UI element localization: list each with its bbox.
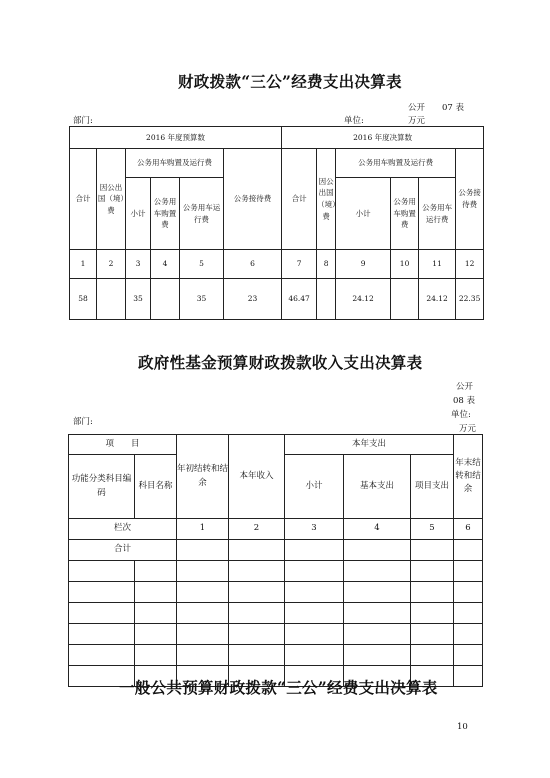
value-cell bbox=[317, 279, 336, 320]
table2-dept-label: 部门: bbox=[73, 417, 93, 427]
empty-cell bbox=[229, 645, 285, 666]
total-label: 合计 bbox=[69, 540, 177, 561]
empty-cell bbox=[411, 582, 454, 603]
col-num: 3 bbox=[285, 519, 344, 540]
value-cell: 35 bbox=[180, 279, 224, 320]
empty-cell bbox=[454, 603, 483, 624]
col-num: 5 bbox=[180, 250, 224, 279]
final-car-buy-header: 公务用车购置费 bbox=[391, 178, 419, 250]
budget-abroad-header: 因公出国（境）费 bbox=[97, 149, 126, 250]
budget-car-group-header: 公务用车购置及运行费 bbox=[126, 149, 224, 178]
value-cell: 23 bbox=[224, 279, 282, 320]
empty-cell bbox=[177, 561, 229, 582]
col-num: 8 bbox=[317, 250, 336, 279]
row-index-label: 栏次 bbox=[69, 519, 177, 540]
col-num: 12 bbox=[456, 250, 484, 279]
value-cell: 58 bbox=[70, 279, 97, 320]
budget-header: 2016 年度预算数 bbox=[70, 127, 282, 149]
final-car-group-header: 公务用车购置及运行费 bbox=[336, 149, 456, 178]
empty-cell bbox=[454, 561, 483, 582]
empty-cell bbox=[135, 645, 177, 666]
col-num: 5 bbox=[411, 519, 454, 540]
empty-cell bbox=[69, 603, 135, 624]
budget-reception-header: 公务接待费 bbox=[224, 149, 282, 250]
empty-cell bbox=[285, 561, 344, 582]
table2-unit-value: 万元 bbox=[459, 424, 477, 434]
table-row bbox=[69, 603, 483, 624]
budget-car-buy-header: 公务用车购置费 bbox=[151, 178, 180, 250]
table1-code: 公开 07 表 bbox=[408, 103, 465, 113]
final-car-run-header: 公务用车运行费 bbox=[419, 178, 456, 250]
value-cell: 24.12 bbox=[336, 279, 391, 320]
budget-car-run-header: 公务用车运行费 bbox=[180, 178, 224, 250]
table2-code-line2: 08 表 bbox=[453, 396, 476, 406]
project-expense-header: 项目支出 bbox=[411, 455, 454, 519]
empty-cell bbox=[177, 540, 229, 561]
col-num: 3 bbox=[126, 250, 151, 279]
table3-title: 一般公共预算财政拨款“三公”经费支出决算表 bbox=[119, 678, 438, 697]
table1-unit-value: 万元 bbox=[408, 116, 426, 126]
empty-cell bbox=[229, 582, 285, 603]
table-row bbox=[69, 582, 483, 603]
empty-cell bbox=[229, 603, 285, 624]
expense-header: 本年支出 bbox=[285, 435, 454, 455]
func-code-header: 功能分类科目编码 bbox=[69, 455, 135, 519]
col-num: 4 bbox=[151, 250, 180, 279]
empty-cell bbox=[69, 561, 135, 582]
table2 bbox=[68, 434, 483, 687]
col-num: 6 bbox=[224, 250, 282, 279]
empty-cell bbox=[411, 603, 454, 624]
empty-cell bbox=[177, 624, 229, 645]
item-header: 项 目 bbox=[69, 435, 177, 455]
table2-code-line1: 公开 bbox=[456, 382, 474, 392]
subject-name-header: 科目名称 bbox=[135, 455, 177, 519]
empty-cell bbox=[69, 645, 135, 666]
empty-cell bbox=[454, 624, 483, 645]
budget-total-header: 合计 bbox=[70, 149, 97, 250]
value-cell bbox=[391, 279, 419, 320]
empty-cell bbox=[135, 603, 177, 624]
empty-cell bbox=[285, 582, 344, 603]
empty-cell bbox=[344, 540, 411, 561]
empty-cell bbox=[177, 603, 229, 624]
empty-cell bbox=[344, 561, 411, 582]
table1-unit-label: 单位: bbox=[344, 116, 364, 126]
income-header: 本年收入 bbox=[229, 435, 285, 519]
col-num: 2 bbox=[229, 519, 285, 540]
table2-unit-label: 单位: bbox=[451, 410, 471, 420]
empty-cell bbox=[454, 645, 483, 666]
empty-cell bbox=[229, 561, 285, 582]
empty-cell bbox=[454, 540, 483, 561]
table2-title: 政府性基金预算财政拨款收入支出决算表 bbox=[138, 353, 423, 372]
empty-cell bbox=[135, 624, 177, 645]
final-reception-header: 公务接待费 bbox=[456, 149, 484, 250]
final-abroad-header: 因公出国（境）费 bbox=[317, 149, 336, 250]
col-num: 4 bbox=[344, 519, 411, 540]
col-num: 10 bbox=[391, 250, 419, 279]
value-cell: 35 bbox=[126, 279, 151, 320]
empty-cell bbox=[69, 624, 135, 645]
empty-cell bbox=[411, 561, 454, 582]
value-cell: 46.47 bbox=[282, 279, 317, 320]
empty-cell bbox=[454, 582, 483, 603]
empty-cell bbox=[285, 645, 344, 666]
table-row bbox=[69, 561, 483, 582]
col-num: 2 bbox=[97, 250, 126, 279]
empty-cell bbox=[69, 582, 135, 603]
col-num: 9 bbox=[336, 250, 391, 279]
value-cell bbox=[97, 279, 126, 320]
empty-cell bbox=[229, 540, 285, 561]
col-num: 1 bbox=[70, 250, 97, 279]
empty-cell bbox=[411, 624, 454, 645]
table1 bbox=[69, 126, 484, 320]
table1-title: 财政拨款“三公”经费支出决算表 bbox=[178, 72, 402, 91]
empty-cell bbox=[344, 645, 411, 666]
table1-dept-label: 部门: bbox=[73, 116, 93, 126]
expense-subtotal-header: 小计 bbox=[285, 455, 344, 519]
table-row bbox=[69, 645, 483, 666]
value-cell: 24.12 bbox=[419, 279, 456, 320]
empty-cell bbox=[135, 582, 177, 603]
empty-cell bbox=[229, 624, 285, 645]
begin-balance-header: 年初结转和结余 bbox=[177, 435, 229, 519]
col-num: 11 bbox=[419, 250, 456, 279]
final-header: 2016 年度决算数 bbox=[282, 127, 484, 149]
value-cell: 22.35 bbox=[456, 279, 484, 320]
empty-cell bbox=[285, 624, 344, 645]
empty-cell bbox=[344, 603, 411, 624]
empty-cell bbox=[135, 561, 177, 582]
table-row bbox=[69, 624, 483, 645]
empty-cell bbox=[177, 645, 229, 666]
col-num: 1 bbox=[177, 519, 229, 540]
empty-cell bbox=[411, 645, 454, 666]
empty-cell bbox=[177, 582, 229, 603]
final-total-header: 合计 bbox=[282, 149, 317, 250]
empty-cell bbox=[344, 582, 411, 603]
basic-expense-header: 基本支出 bbox=[344, 455, 411, 519]
col-num: 7 bbox=[282, 250, 317, 279]
empty-cell bbox=[285, 603, 344, 624]
final-subtotal-header: 小计 bbox=[336, 178, 391, 250]
budget-subtotal-header: 小计 bbox=[126, 178, 151, 250]
empty-cell bbox=[454, 666, 483, 687]
end-balance-header: 年末结转和结余 bbox=[454, 435, 483, 519]
value-cell bbox=[151, 279, 180, 320]
page-number: 10 bbox=[457, 722, 468, 732]
empty-cell bbox=[344, 624, 411, 645]
col-num: 6 bbox=[454, 519, 483, 540]
empty-cell bbox=[411, 540, 454, 561]
empty-cell bbox=[285, 540, 344, 561]
